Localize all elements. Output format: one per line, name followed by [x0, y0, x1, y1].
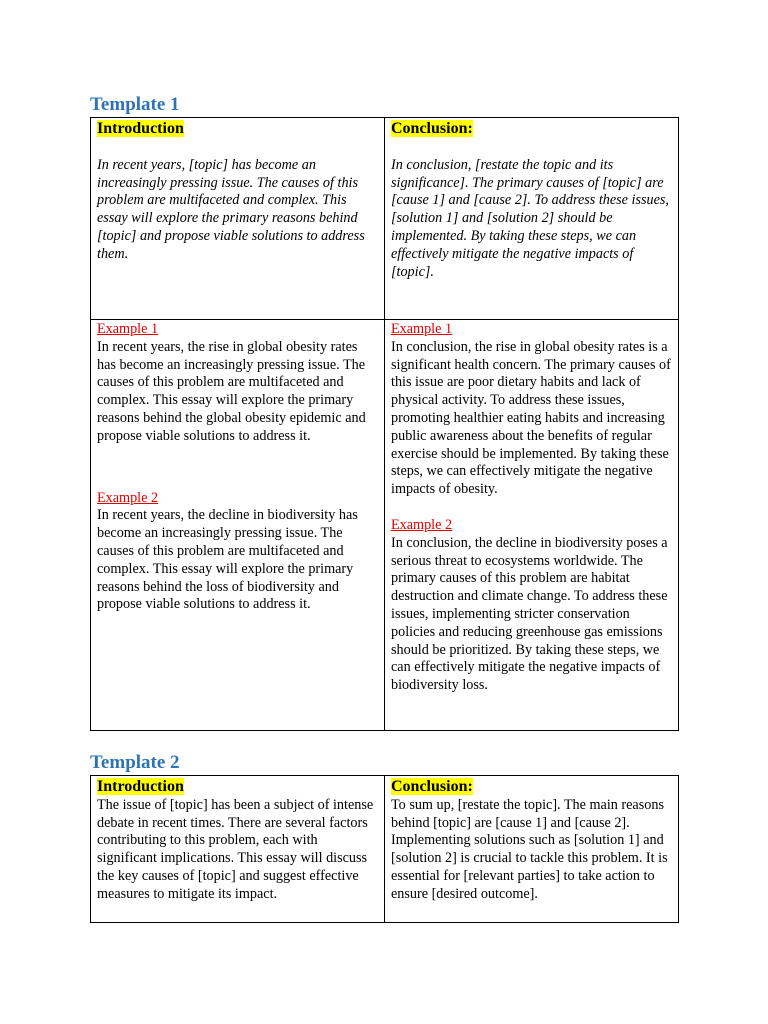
- conclusion-template-text: In conclusion, [restate the topic and its significance]. The primary causes of [topic] are [cause 1] and [cause 2]. To address these issues, [solution 1] and [solution 2] should be implemented. By taking these steps, we can effectively mitigate the negative impacts of [topic].: [391, 156, 669, 280]
- template-2-conclusion-heading: Conclusion:: [391, 778, 473, 795]
- template-2-conclusion-cell: [385, 776, 679, 923]
- intro-example-2-label: Example 2: [97, 489, 159, 506]
- introduction-heading: Introduction: [97, 120, 184, 137]
- conclusion-examples-cell: [385, 320, 679, 731]
- intro-example-1-label: Example 1: [97, 321, 159, 337]
- intro-examples-cell: [91, 320, 385, 731]
- template-2-title: Template 2: [90, 752, 180, 773]
- template-2-row: [91, 776, 679, 923]
- template-2-conclusion-text: To sum up, [restate the topic]. The main reasons behind [topic] are [cause 1] and [cause 2]. Implementing solutions such as [solution 1] and [solution 2] is crucial to tackle this problem. It is essential for [relevant parties] to take action to ensure [desired outcome].: [391, 796, 668, 902]
- conclusion-example-2-label: Example 2: [391, 516, 453, 533]
- template-2-intro-text: The issue of [topic] has been a subject of intense debate in recent times. There are several factors contributing to this problem, each with significant implications. This essay will discuss the key causes of [topic] and suggest effective measures to mitigate its impact.: [97, 796, 374, 902]
- intro-example-2-text: In recent years, the decline in biodiversity has become an increasingly pressing issue. The causes of this problem are multifaceted and complex. This essay will explore the primary reasons behind the loss of biodiversity and propose viable solutions to address it.: [97, 507, 358, 613]
- template-1-row-examples: [91, 320, 679, 731]
- intro-template-text: In recent years, [topic] has become an increasingly pressing issue. The causes of this problem are multifaceted and complex. This essay will explore the primary reasons behind [topic] and propose viable solutions to address them.: [97, 156, 365, 262]
- template-1-title: Template 1: [90, 94, 180, 115]
- template-2-table: [90, 775, 679, 923]
- conclusion-example-2-text: In conclusion, the decline in biodiversity poses a serious threat to ecosystems worldwide. The primary causes of this problem are habitat destruction and climate change. To address these issues, implementing stricter conservation policies and reducing greenhouse gas emissions should be prioritized. By taking these steps, we can effectively mitigate the negative impacts of biodiversity loss.: [391, 534, 668, 694]
- conclusion-example-1-text: In conclusion, the rise in global obesity rates is a significant health concern. The primary causes of this issue are poor dietary habits and lack of physical activity. To address these issues, promoting healthier eating habits and increasing public awareness about the benefits of regular exercise should be implemented. By taking these steps, we can effectively mitigate the negative impacts of obesity.: [391, 338, 671, 498]
- intro-example-1-text: In recent years, the rise in global obesity rates has become an increasingly pressing issue. The causes of this problem are multifaceted and complex. This essay will explore the primary reasons behind the global obesity epidemic and propose viable solutions to address it.: [97, 338, 366, 444]
- template-2-introduction-heading: Introduction: [97, 778, 184, 795]
- template-1-intro-cell: [91, 118, 385, 320]
- template-2-intro-cell: [91, 776, 385, 923]
- conclusion-example-1-label: Example 1: [391, 321, 453, 337]
- template-1-conclusion-cell: [385, 118, 679, 320]
- template-1-row-templates: [91, 118, 679, 320]
- template-1-table: [90, 117, 679, 731]
- conclusion-heading: Conclusion:: [391, 120, 473, 137]
